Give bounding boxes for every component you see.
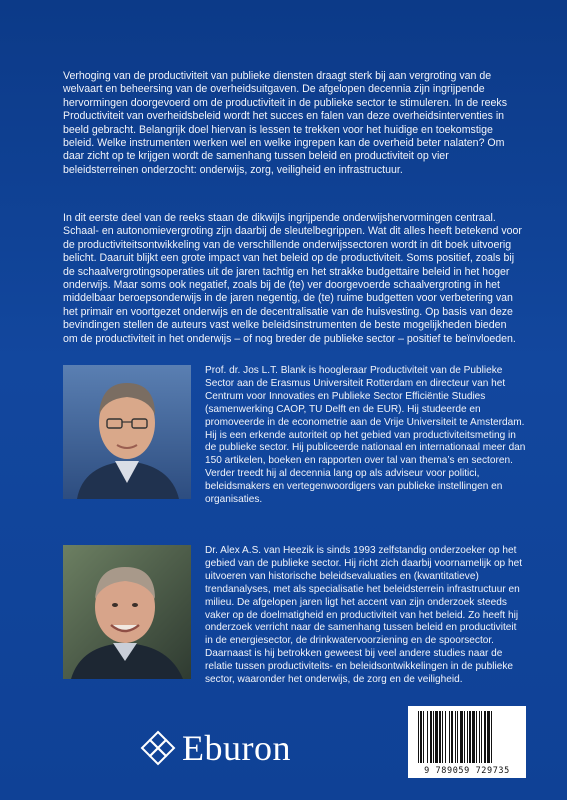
intro-paragraph-2: In dit eerste deel van de reeks staan de dikwijls ingrijpende onderwijshervormingen centraal. Schaal- en autonomievergroting zijn daarbij de sleutelbegrippen. Wat dit alles heeft betekend voor de productiviteitsontwikkeling van de verschillende onderwijssectoren wordt in dit boek uitvoerig belicht. Daaruit blijkt een grote impact van het beleid op de productiviteit. Soms positief, zoals bij de schaalvergrotingsoperaties uit de jaren tachtig en het strakke budgettaire beleid in het hoger onderwijs. Maar soms ook negatief, zoals bij de (te) ver doorgevoerde schaalvergroting in het middelbaar beroepsonderwijs in de jaren negentig, de (te) ruime budgetten voor verbetering van het primair en voortgezet onderwijs en de decentralisatie van de huisvesting. Op basis van deze bevindingen stellen de auteurs vast welke beleidsinstrumenten de beste mogelijkheden bieden om de productiviteit in het onderwijs – of nog breder de publieke sector – positief te beïnvloeden. bbox=[63, 212, 522, 345]
barcode-bar bbox=[418, 711, 419, 763]
barcode-bars bbox=[418, 711, 516, 763]
isbn-number: 9 789059 729735 bbox=[424, 766, 510, 776]
barcode-bar bbox=[472, 711, 475, 763]
barcode-bar bbox=[476, 711, 477, 763]
barcode-bar bbox=[464, 711, 465, 763]
barcode-bar bbox=[433, 711, 434, 763]
barcode-bar bbox=[445, 711, 446, 763]
publisher-name: Eburon bbox=[182, 728, 291, 768]
barcode-bar bbox=[479, 711, 480, 763]
intro-paragraph-1: Verhoging van de productiviteit van publieke diensten draagt sterk bij aan vergroting van de welvaart en beheersing van de overheidsuitgaven. De afgelopen decennia zijn ingrijpende hervormingen doorgevoerd om de productiviteit in de publieke sector te stimuleren. In de reeks Productiviteit van overheidsbeleid wordt het succes en falen van deze overheidsinterventies in beeld gebracht. Belangrijk doel hiervan is lessen te trekken voor het huidige en toekomstige beleid. Welke instrumenten werken wel en welke ingrepen kan de overheid beter nalaten? Om daar zicht op te krijgen wordt de samenhang tussen beleid en productiviteit op vier beleidsterreinen onderzocht: onderwijs, zorg, veiligheid en infrastructuur. bbox=[63, 70, 508, 176]
eburon-logo-icon bbox=[138, 728, 178, 768]
barcode-bar bbox=[455, 711, 456, 763]
barcode-bar bbox=[430, 711, 432, 763]
publisher-logo bbox=[138, 725, 291, 771]
barcode-bar bbox=[457, 711, 458, 763]
barcode-bar bbox=[427, 711, 428, 763]
barcode-bar bbox=[487, 711, 490, 763]
barcode-bar bbox=[435, 711, 438, 763]
barcode-bar bbox=[442, 711, 443, 763]
barcode-bar bbox=[449, 711, 450, 763]
barcode-bar bbox=[469, 711, 471, 763]
barcode-bar bbox=[451, 711, 453, 763]
barcode-bar bbox=[420, 711, 422, 763]
barcode-bar bbox=[491, 711, 492, 763]
author-bio-blank: Prof. dr. Jos L.T. Blank is hoogleraar Productiviteit van de Publieke Sector aan de Erasmus Universiteit Rotterdam en directeur van het Centrum voor Innovaties en Publieke Sector Efficiëntie Studies (samenwerking CAOP, TU Delft en de EUR). Hij studeerde en promoveerde in de econometrie aan de Vrije Universiteit te Amsterdam. Hij is een erkende autoriteit op het gebied van productiviteitsmeting in de publieke sector. Hij publiceerde nationaal en internationaal meer dan 150 artikelen, boeken en rapporten over tal van thema’s en sectoren. Verder treedt hij al decennia lang op als adviseur voor politici, beleidsmakers en vertegenwoordigers van publieke instellingen en organisaties. bbox=[205, 365, 526, 506]
barcode-bar bbox=[439, 711, 441, 763]
author-bio-van-heezik: Dr. Alex A.S. van Heezik is sinds 1993 zelfstandig onderzoeker op het gebied van de publieke sector. Hij richt zich daarbij voornamelijk op het uitvoeren van historische beleidsevaluaties en (kwantitatieve) trendanalyses, met als specialisatie het beleidsterrein infrastructuur en milieu. De afgelopen jaren ligt het accent van zijn onderzoek steeds vaker op de doelmatigheid en productiviteit van het beleid. Zo heeft hij onderzoek verricht naar de samenhang tussen beleid en productiviteit in de energiesector, de drinkwatervoorziening en de spoorsector. Daarnaast is hij betrokken geweest bij veel andere studies naar de relatie tussen productiviteits- en beleidsontwikkelingen in de publieke sector, waaronder het onderwijs, de zorg en de veiligheid. bbox=[205, 545, 523, 686]
barcode-bar bbox=[484, 711, 486, 763]
barcode-bar bbox=[481, 711, 482, 763]
author-photo-van-heezik bbox=[63, 545, 191, 679]
barcode-bar bbox=[467, 711, 468, 763]
barcode-bar bbox=[460, 711, 463, 763]
author-photo-blank bbox=[63, 365, 191, 499]
barcode-bar bbox=[423, 711, 424, 763]
isbn-barcode bbox=[408, 706, 526, 778]
